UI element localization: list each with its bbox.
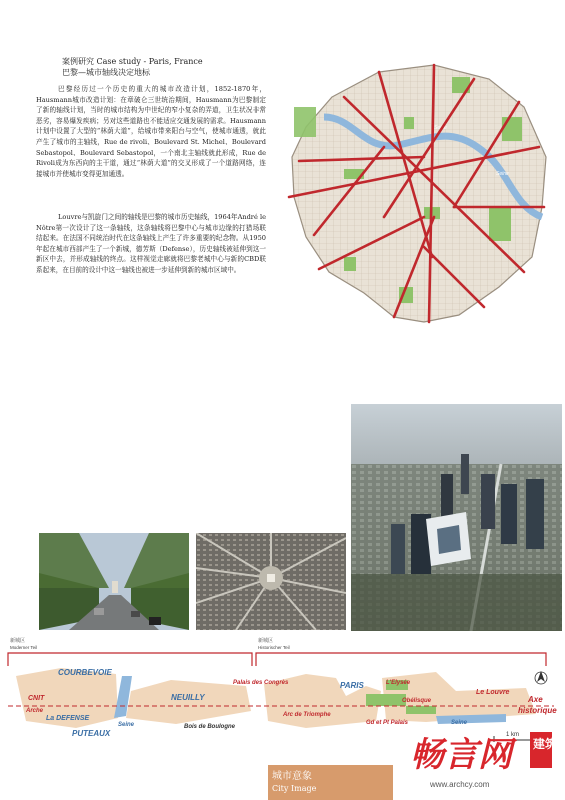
label-axe: Axe (528, 695, 543, 704)
label-gd-pt-palais: Gd et Pt Palais (366, 720, 409, 726)
map-seine-label-1: Seine (434, 125, 447, 131)
heading (62, 56, 203, 78)
map-seine-label-2: Seine (496, 171, 509, 177)
label-puteaux: PUTEAUX (72, 729, 111, 738)
label-arche: Arche (26, 708, 44, 714)
historic-zone-bracket (256, 653, 546, 666)
la-defense-aerial-photo (351, 404, 562, 631)
paris-map (284, 57, 556, 327)
label-historique: historique (518, 706, 557, 715)
label-bois-de-boulogne: Bois de Boulogne (184, 724, 235, 730)
paragraph-historic-axis: Louvre与凯旋门之间的轴线是巴黎的城市历史轴线，1964年André le Nôtre第一次设计了这一条轴线，这条轴线将巴黎中心与城市边缘的打猎场联结起来。在法国不同统治时代在这条轴线上产生了许多重要的纪念物。从1950年起在城市西部产生了一个新城，德芳斯（Defense），历史轴线被延伸到这一新区中去，并形成轴线的终点。这样视觉走廊就将巴黎老城中心与新的CBD联系起来，在目前的设计中这一轴线也被进一步延伸到新的城市区域中。 (36, 213, 266, 274)
zone-hist-cn: 新城区 (258, 638, 274, 644)
paragraph-hausmann: 巴黎经历过一个历史的重大的城市改造计划，1852-1870年，Hausmann城市改造计划：在章破仑三世统治期间，Hausmann为巴黎制定了新的轴线计划，当时的城市结构为中世纪的窄小复杂的弄道，卫生状况非常恶劣，容易爆发疾病；另对这些道路也不能适应交通发展的需求。Hausmann计划中设置了大型的“林荫大道”，给城市带来阳台与空气，使城市通透，就此产生了城市的主轴线，Rue de rivoli、Boulevard St. Michel、Boulevard Sebastopol、Boulevard Sebastopol，一个南北主轴线就此形成，Rue de Rivoli成为东西向的主干道，通过“林荫大道”的交叉形成了一个道路网络，连接城市并使城市变得更加通透。 (36, 85, 266, 178)
modern-zone-bracket (8, 653, 252, 666)
heading-case-study: 案例研究 Case study - Paris, France (62, 57, 203, 66)
label-elysee: L'Elysée (386, 680, 411, 686)
label-seine-1: Seine (118, 722, 135, 728)
etoile-aerial-photo (196, 533, 346, 630)
label-seine-2: Seine (451, 720, 468, 726)
label-cnit: CNIT (28, 695, 45, 702)
north-arrow-icon (535, 671, 547, 684)
archcy-logo (402, 728, 562, 776)
label-obelisque: Obélisque (402, 698, 432, 704)
paris-map-graphic (284, 57, 556, 327)
label-neuilly: NEUILLY (171, 693, 205, 702)
heading-subtitle: 巴黎—城市轴线决定地标 (62, 68, 150, 77)
footer-title-cn: 城市意象 (272, 771, 312, 782)
label-louvre: Le Louvre (476, 689, 510, 696)
zone-hist-en: Historischer Teil (258, 645, 290, 650)
label-palais-des-congres: Palais des Congrès (233, 680, 289, 686)
logo-side-text: 建筑 (533, 737, 558, 751)
champs-elysees-street-photo (39, 533, 189, 630)
zone-new-cn: 新城区 (10, 638, 26, 644)
logo-text: 畅言网 (410, 735, 512, 775)
label-la-defense: La DEFENSE (46, 715, 90, 722)
scale-label: 1 km (506, 732, 520, 738)
watermark-url: www.archcy.com (430, 780, 490, 789)
label-courbevoie: COURBEVOIE (58, 668, 112, 677)
label-arc-de-triomphe: Arc de Triomphe (283, 712, 331, 718)
label-paris: PARIS (340, 681, 364, 690)
zone-new-en: Moderner Teil (10, 645, 38, 650)
footer-title-en: City Image (272, 784, 317, 793)
